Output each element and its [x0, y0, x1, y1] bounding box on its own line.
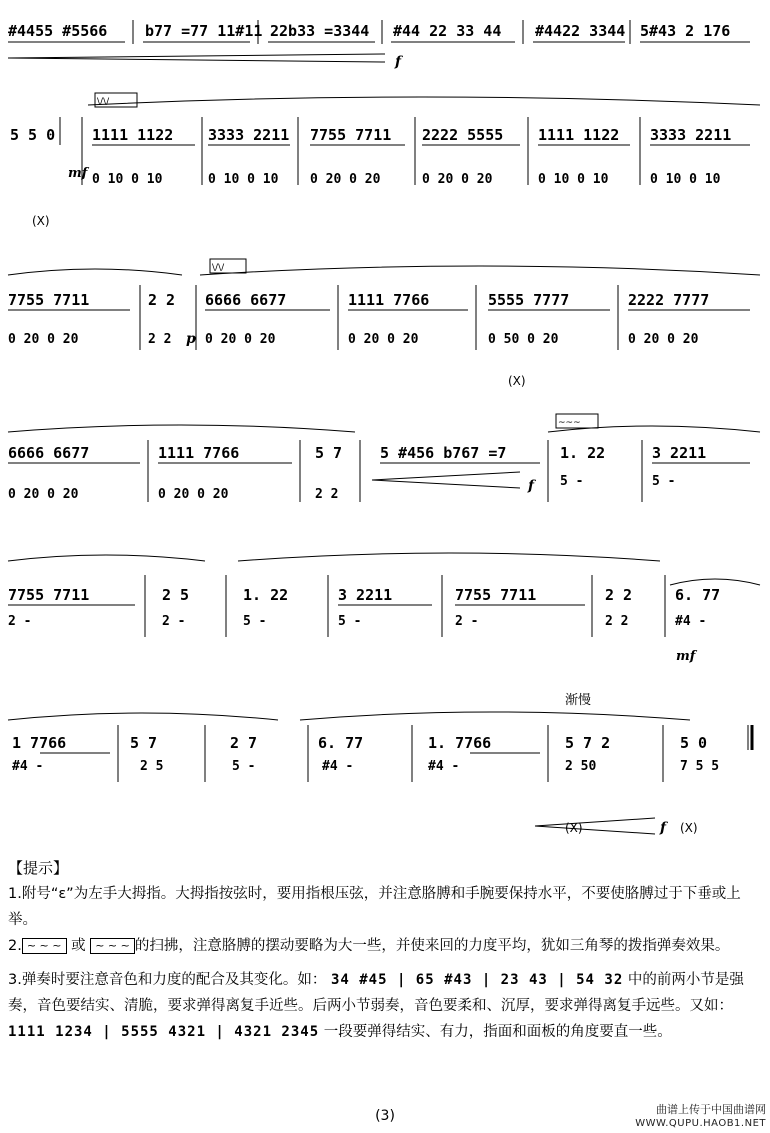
lower-bar-3: 5 - [243, 614, 267, 629]
upper-bar-5: 1111 1122 [538, 126, 620, 144]
lower-bar-5: 0 10 0 10 [538, 172, 609, 187]
upper-bar-3: 5 7 [315, 444, 343, 462]
bar-1: #4455 #5566 [8, 22, 108, 40]
lower-bar-1: 0 10 0 10 [92, 172, 163, 187]
upper-bar-4: 6. 77 [318, 734, 364, 752]
sweep-symbol-2: ~ ~ ~ [90, 938, 135, 954]
dynamic-f: f [528, 478, 535, 494]
tip-1: 1.附号“ɛ”为左手大拇指。大拇指按弦时，要用指根压弦，并注意胳膊和手腕要保持水平，不要使胳膊过于下垂或上举。 [8, 886, 741, 928]
upper-bar-6: 3333 2211 [650, 126, 732, 144]
lower-bar-3: 0 20 0 20 [205, 332, 276, 347]
system-2 [0, 85, 770, 235]
upper-bar-4: 2222 5555 [422, 126, 504, 144]
dynamic-f: f [395, 54, 402, 70]
upper-bar-4: 5 #456 b767 =7 [380, 444, 507, 462]
lower-bar-6: 5 - [652, 474, 676, 489]
tips-heading: 【提示】 [8, 859, 69, 877]
lower-bar-5: 0 50 0 20 [488, 332, 559, 347]
upper-bar-3: 2 7 [230, 734, 258, 752]
system-5-staff [0, 545, 770, 670]
system-3 [0, 255, 770, 390]
lower-bar-2: 0 20 0 20 [158, 487, 229, 502]
bar-4: #44 22 33 44 [393, 22, 502, 40]
upper-bar-5: 5555 7777 [488, 291, 570, 309]
upper-bar-7: 5 0 [680, 734, 708, 752]
bar-5: #4422 3344 [535, 22, 626, 40]
svg-text:5 5 0: 5 5 0 [10, 126, 56, 144]
svg-text:(X): (X) [508, 374, 526, 388]
lower-bar-2: 0 10 0 10 [208, 172, 279, 187]
lower-bar-1: #4 - [12, 759, 44, 774]
system-3-staff [0, 255, 770, 390]
bar-2: b77 =77 11#11 [145, 22, 263, 40]
upper-bar-1: 1 7766 [12, 734, 67, 752]
system-6-staff [0, 690, 770, 850]
bar-3: 22b33 =3344 [270, 22, 370, 40]
lower-bar-1: 0 20 0 20 [8, 487, 79, 502]
dynamic-p: p [186, 331, 196, 347]
tip-2: 2. ~ ~ ~ 或 ~ ~ ~ 的扫拂，注意胳膊的摆动要略为大一些，并使来回的力度平均，犹如三角琴的拨指弹奏效果。 [8, 938, 730, 954]
upper-bar-4: 1111 7766 [348, 291, 430, 309]
upper-bar-2: 2 5 [162, 586, 190, 604]
example-1: 34 #45 | 65 #43 | 23 43 | 54 32 [330, 972, 624, 988]
sweep-symbol-1: ~ ~ ~ [22, 938, 67, 954]
lower-bar-4: #4 - [322, 759, 354, 774]
lower-bar-6: 0 10 0 10 [650, 172, 721, 187]
lower-bar-5: #4 - [428, 759, 460, 774]
example-2: 1111 1234 | 5555 4321 | 4321 2345 [8, 1024, 320, 1040]
upper-bar-3: 1. 22 [243, 586, 289, 604]
lower-bar-4: 5 - [338, 614, 362, 629]
watermark-line-2: WWW.QUPU.HAOB1.NET [635, 1118, 766, 1129]
upper-bar-1: 7755 7711 [8, 586, 90, 604]
svg-text:\/\/: \/\/ [97, 97, 110, 107]
dynamic-mf: mf [676, 649, 696, 664]
upper-bar-2: 3333 2211 [208, 126, 290, 144]
lower-bar-3: 2 2 [315, 487, 339, 502]
lower-bar-3: 5 - [232, 759, 256, 774]
upper-bar-6: 5 7 2 [565, 734, 611, 752]
upper-bar-2: 2 2 [148, 291, 176, 309]
upper-bar-1: 7755 7711 [8, 291, 90, 309]
upper-bar-3: 7755 7711 [310, 126, 392, 144]
lower-bar-2: 2 - [162, 614, 186, 629]
tips-section [8, 855, 763, 1045]
page-number: (3) [375, 1108, 395, 1124]
lower-bar-1: 2 - [8, 614, 32, 629]
svg-text:(X): (X) [565, 821, 583, 835]
upper-bar-2: 1111 7766 [158, 444, 240, 462]
system-4 [0, 410, 770, 530]
lower-bar-7: #4 - [675, 614, 707, 629]
system-1 [0, 0, 770, 78]
lower-bar-2: 2 5 [140, 759, 164, 774]
lower-bar-3: 0 20 0 20 [310, 172, 381, 187]
bar-6: 5#43 2 176 [640, 22, 731, 40]
upper-bar-7: 6. 77 [675, 586, 721, 604]
lower-bar-5: 2 - [455, 614, 479, 629]
upper-bar-6: 2 2 [605, 586, 633, 604]
watermark-line-1: 曲谱上传于中国曲谱网 [656, 1103, 766, 1116]
tip-3: 3.弹奏时要注意音色和力度的配合及其变化。如： 34 #45 | 65 #43 | 23 43 | 54 32 中的前两小节是强奏，音色要结实、清脆，要求弹得离复手近些。后两小节弱奏，音色要柔和、沉厚，要求弹得离复手远些。又如： 1111 1234 | 5555 4321 | 4321 2345 一段要弹得结实、有力，指面和面板的角度要直一些。 [8, 967, 763, 1045]
dynamic-f: f [660, 820, 667, 836]
upper-bar-5: 7755 7711 [455, 586, 537, 604]
svg-text:~~~: ~~~ [558, 418, 581, 428]
lower-bar-4: 0 20 0 20 [422, 172, 493, 187]
upper-bar-6: 2222 7777 [628, 291, 710, 309]
upper-bar-1: 6666 6677 [8, 444, 90, 462]
upper-bar-5: 1. 7766 [428, 734, 492, 752]
system-4-staff [0, 410, 770, 530]
lower-bar-7: 7 5 5 [680, 759, 720, 774]
watermark [635, 1103, 766, 1131]
upper-bar-4: 3 2211 [338, 586, 393, 604]
system-1-staff [0, 0, 770, 78]
system-6 [0, 690, 770, 850]
upper-bar-5: 1. 22 [560, 444, 606, 462]
tempo-mark: 渐慢 [565, 693, 592, 708]
lower-bar-6: 2 2 [605, 614, 629, 629]
system-2-staff [0, 85, 770, 235]
upper-bar-2: 5 7 [130, 734, 158, 752]
lower-bar-6: 0 20 0 20 [628, 332, 699, 347]
lower-bar-6: 2 50 [565, 759, 597, 774]
svg-text:\/\/: \/\/ [212, 263, 225, 273]
svg-text:(X): (X) [32, 214, 50, 228]
upper-bar-6: 3 2211 [652, 444, 707, 462]
system-5 [0, 545, 770, 670]
svg-text:(X): (X) [680, 821, 698, 835]
upper-bar-3: 6666 6677 [205, 291, 287, 309]
lower-bar-2: 2 2 [148, 332, 172, 347]
lower-bar-5: 5 - [560, 474, 584, 489]
dynamic-mf: mf [68, 166, 88, 181]
lower-bar-1: 0 20 0 20 [8, 332, 79, 347]
upper-bar-1: 1111 1122 [92, 126, 174, 144]
lower-bar-4: 0 20 0 20 [348, 332, 419, 347]
